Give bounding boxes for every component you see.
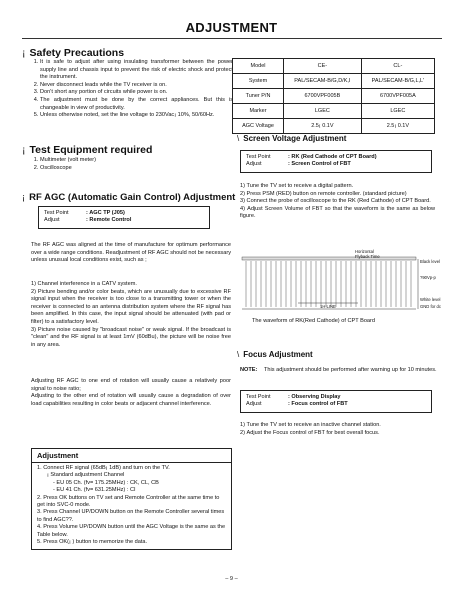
focus-steps — [240, 422, 440, 437]
table-row — [233, 89, 435, 104]
waveform-label-gnd: GND for dc — [420, 304, 441, 309]
table-cell: LGEC — [284, 104, 362, 119]
test-equipment-list — [31, 157, 231, 172]
test-point-label: Test Point — [246, 394, 271, 400]
table-cell: PAL/SECAM-B/G,D/K,I — [284, 74, 362, 89]
safety-item: 1. It is safe to adjust after using insulating transformer between the power supply line and chassis input to prevent the risk of electric shock and protect the instrument. — [40, 59, 233, 82]
bullet-mark: ¡ — [22, 144, 26, 156]
rf-agc-notes — [31, 378, 231, 408]
spec-table — [232, 58, 435, 134]
rf-agc-heading — [22, 192, 235, 203]
waveform-label-hline: 1H LINE — [320, 304, 336, 309]
waveform-label-vpp: ?90Vp-p — [420, 275, 436, 280]
focus-note — [240, 367, 440, 375]
table-cell: LGEC — [361, 104, 434, 119]
screen-voltage-step: 3) Connect the probe of oscilloscope to the RK (Red Cathode) of CPT Board. — [240, 198, 431, 205]
safety-item: 3. Don't short any portion of circuits while power is on. — [40, 89, 233, 97]
adjustment-step: 2. Press OK buttons on TV set and Remote Controller at the same time to get into SVC-0 mode. — [37, 494, 220, 509]
table-row — [233, 74, 435, 89]
focus-heading — [237, 350, 313, 359]
adjust-label: Adjust — [44, 217, 60, 224]
waveform-caption: The waveform of RK(Red Cathode) of CPT Board — [252, 318, 376, 324]
adjustment-step: 3. Press Channel UP/DOWN button on the Remote Controller several times to find AGC??. — [37, 509, 225, 523]
focus-note-text: This adjustment should be performed after warning up for 10 minutes. — [264, 367, 437, 373]
test-point-value: : RK (Red Cathode of CPT Board) — [288, 154, 377, 160]
equipment-item: 1. Multimeter (volt meter) — [40, 157, 231, 165]
waveform-label-white: White level — [420, 297, 441, 302]
test-point-label: Test Point — [246, 154, 271, 160]
adjustment-heading: Adjustment — [32, 449, 231, 463]
focus-testpoint-box — [240, 390, 432, 413]
adjustment-step: 4. Press Volume UP/DOWN button until the AGC Voltage is the same as the Table below. — [37, 524, 226, 538]
adjustment-step: 1. Connect RF signal (65dB¡ 1dB) and turn on the TV. — [37, 465, 170, 471]
waveform-figure — [238, 249, 443, 319]
bullet-mark: ¡ — [22, 192, 26, 203]
page-title: ADJUSTMENT — [185, 20, 278, 35]
adjust-label: Adjust — [246, 161, 262, 168]
waveform-graphic — [238, 249, 443, 319]
table-cell: CE- — [284, 59, 362, 74]
rf-agc-note: Adjusting to the other end of rotation will usually cause a degradation of over load capabilities resulting in color beats or adjacent channel interference. — [31, 393, 231, 407]
title-divider — [22, 38, 442, 39]
safety-item: 5. Unless otherwise noted, set the line voltage to 230Vac¡ 10%, 50/60Hz. — [40, 112, 233, 120]
safety-heading — [22, 47, 124, 59]
adjust-value: : Remote Control — [86, 217, 132, 224]
page-number: – 9 – — [225, 576, 238, 582]
safety-item: 4. The adjustment must be done by the correct appliances. But this is changeable in view of productivity. — [40, 97, 233, 112]
bullet-mark: \ — [237, 350, 240, 359]
focus-heading-text: Focus Adjustment — [243, 350, 313, 359]
table-cell: 6700VPF005A — [361, 89, 434, 104]
waveform-label-horizontal: Horizontal — [355, 249, 374, 254]
bullet-mark: \ — [237, 134, 240, 143]
screen-voltage-heading — [237, 134, 346, 143]
adjust-value: : Screen Control of FBT — [288, 161, 351, 168]
test-point-value: : Observing Display — [288, 394, 341, 400]
test-point-value: : AGC TP (J05) — [86, 210, 125, 216]
focus-step: 2) Adjust the Focus control of FBT for best overall focus. — [240, 429, 380, 436]
condition-item: 2) Picture bending and/or color beats, which are unusually due to excessive RF signal input when the receiver is too close to a transmitting tower or when the receiver is connected to an antenna distribution system where the RF signal has been amplified. In this case, the input signal should be attenuated (with pad or filter) to a satisfactory level. — [31, 288, 231, 325]
adjustment-substep: - EU 05 Ch. (fv= 175.25MHz) : CK, CL, CB — [53, 479, 159, 486]
focus-note-label: NOTE: — [240, 367, 258, 373]
rf-agc-conditions — [31, 281, 231, 349]
safety-item: 2. Never disconnect leads while the TV receiver is on. — [40, 82, 233, 90]
equipment-item: 2. Oscilloscope — [40, 165, 231, 173]
rf-agc-testpoint-box — [38, 206, 210, 229]
screen-voltage-step: 1) Tune the TV set to receive a digital pattern. — [240, 183, 354, 189]
rf-agc-heading-text: RF AGC (Automatic Gain Control) Adjustment — [29, 192, 236, 203]
screen-voltage-steps — [240, 183, 435, 221]
screen-voltage-testpoint-box — [240, 150, 432, 173]
table-cell: 2.5¡ 0.1V — [284, 119, 362, 134]
safety-heading-text: Safety Precautions — [29, 47, 125, 59]
table-cell: Model — [233, 59, 284, 74]
test-equipment-heading — [22, 144, 152, 156]
table-cell: Marker — [233, 104, 284, 119]
waveform-label-flyback: Flyback Time — [355, 254, 380, 259]
adjustment-substep: ¡ Standard adjustment Channel — [47, 472, 125, 479]
adjustment-box — [31, 448, 232, 550]
adjustment-substep: - EU 41 Ch. (fv= 631.25MHz) : CI — [53, 487, 136, 494]
screen-voltage-step: 2) Press PSM (RED) button on remote controller. (standard picture) — [240, 190, 407, 197]
adjustment-steps — [32, 463, 231, 549]
adjustment-step: 5. Press OK(¡ ) button to memorize the data. — [37, 539, 148, 546]
waveform-label-black: Black level — [420, 259, 441, 264]
rf-agc-intro: The RF AGC was aligned at the time of manufacture for optimum performance over a wide range conditions. Readjustment of RF AGC should not be necessary unless unusual local conditions exist, such as ; — [31, 242, 231, 264]
waveform-lines — [246, 261, 411, 307]
table-cell: PAL/SECAM-B/G,L,L' — [361, 74, 434, 89]
test-equipment-heading-text: Test Equipment required — [29, 144, 153, 156]
rf-agc-note: Adjusting RF AGC to one end of rotation will usually cause a relatively poor signal to noise ratio; — [31, 378, 231, 392]
focus-step: 1) Tune the TV set to receive an inactive channel station. — [240, 422, 381, 428]
adjust-value: : Focus control of FBT — [288, 401, 348, 408]
table-row — [233, 104, 435, 119]
safety-list — [31, 59, 233, 120]
screen-voltage-heading-text: Screen Voltage Adjustment — [243, 134, 347, 143]
table-cell: 2.5¡ 0.1V — [361, 119, 434, 134]
bullet-mark: ¡ — [22, 47, 26, 59]
table-cell: Tuner P/N — [233, 89, 284, 104]
table-cell: System — [233, 74, 284, 89]
table-row — [233, 119, 435, 134]
condition-item: 3) Picture noise caused by "broadcast noise" or weak signal. If the broadcast is "clean" and the RF signal is at least 1mV (60dBu), the picture will be noise free in any area. — [31, 326, 231, 348]
test-point-label: Test Point — [44, 210, 69, 216]
condition-item: 1) Channel interference in a CATV system. — [31, 281, 137, 287]
table-cell: CL- — [361, 59, 434, 74]
table-cell: 6700VPF005B — [284, 89, 362, 104]
table-row — [233, 59, 435, 74]
table-cell: AGC Voltage — [233, 119, 284, 134]
screen-voltage-step: 4) Adjust Screen Volume of FBT so that the waveform is the same as below figure. — [240, 205, 435, 220]
adjust-label: Adjust — [246, 401, 262, 408]
